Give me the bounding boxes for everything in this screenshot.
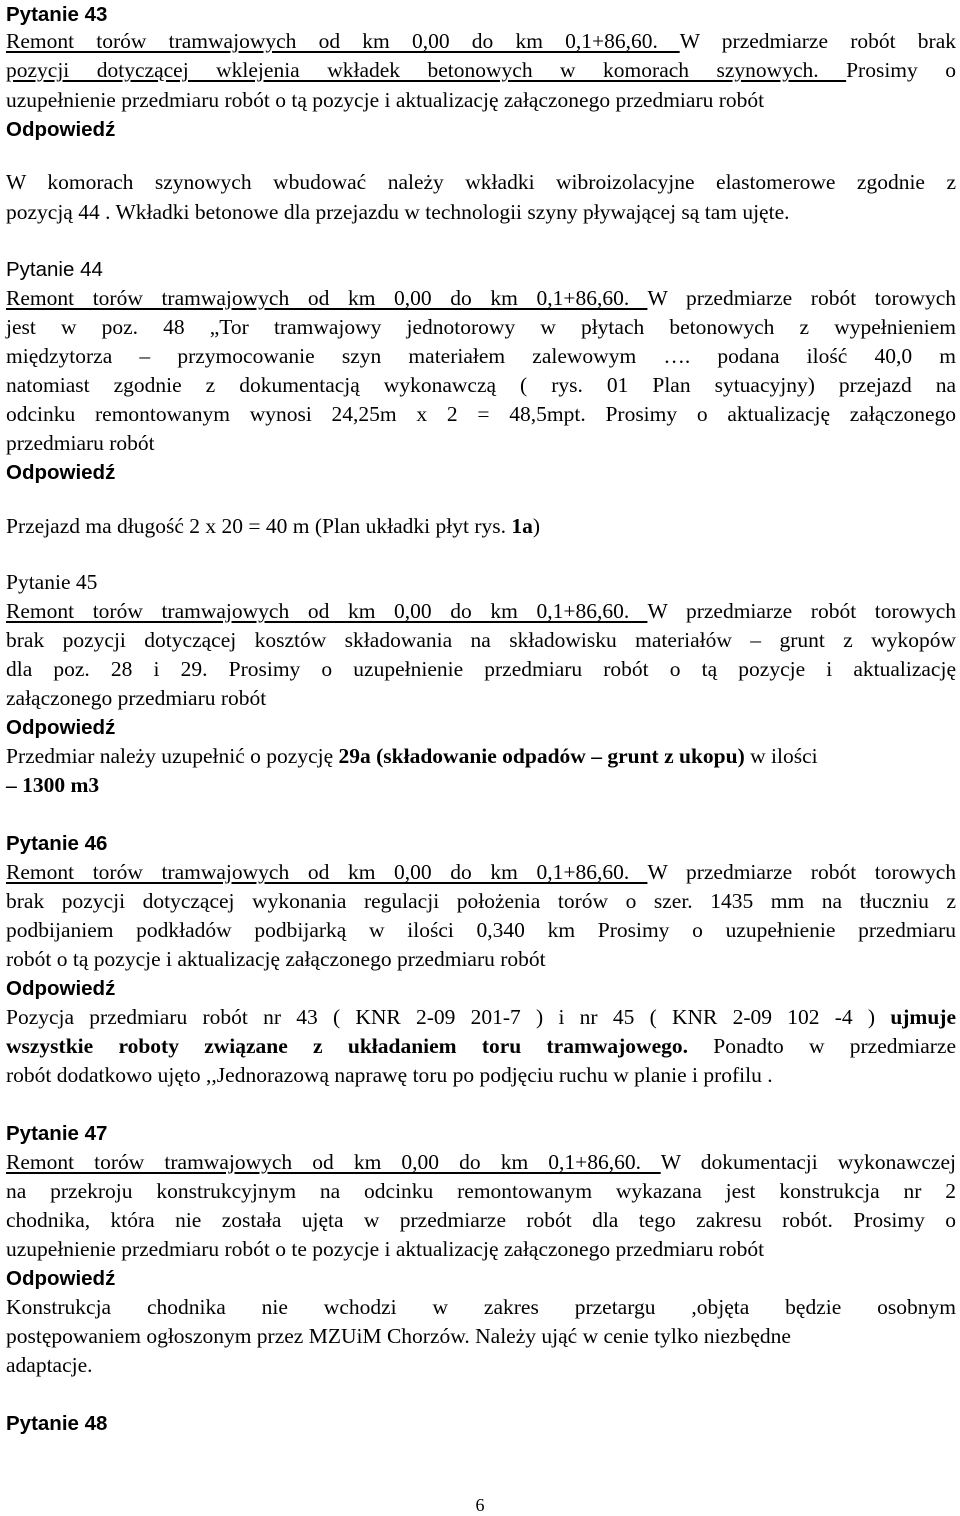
question-44-line-2: jest w poz. 48 „Tor tramwajowy jednotorowy w płytach betonowych z wypełnieniem [6,315,956,339]
question-47-title: Pytanie 47 [6,1122,108,1145]
question-46-line-1: Remont torów tramwajowych od km 0,00 do km 0,1+86,60. W przedmiarze robót torowych [6,860,956,884]
question-43-subject: Remont torów tramwajowych od km 0,00 do km 0,1+86,60. [6,29,680,53]
question-45-line-3: dla poz. 28 i 29. Prosimy o uzupełnienie przedmiaru robót o tą pozycje i aktualizację [6,657,956,681]
question-45-line-2: brak pozycji dotyczącej kosztów składowania na składowisku materiałów – grunt z wykopów [6,628,956,652]
question-44-line-1: Remont torów tramwajowych od km 0,00 do km 0,1+86,60. W przedmiarze robót torowych [6,286,956,310]
question-43-line-2: pozycji dotyczącej wklejenia wkładek betonowych w komorach szynowych. Prosimy o [6,58,956,82]
question-44-line-4: natomiast zgodnie z dokumentacją wykonawczą ( rys. 01 Plan sytuacyjny) przejazd na [6,373,956,397]
question-44-line-5: odcinku remontowanym wynosi 24,25m x 2 = 48,5mpt. Prosimy o aktualizację załączonego [6,402,956,426]
question-43-title: Pytanie 43 [6,3,108,26]
question-45-line-1: Remont torów tramwajowych od km 0,00 do km 0,1+86,60. W przedmiarze robót torowych [6,599,956,623]
answer-46-line-3: robót dodatkowo ujęto ,,Jednorazową naprawę toru po podjęciu ruchu w planie i profilu . [6,1063,773,1087]
question-46-line-4: robót o tą pozycje i aktualizację załączonego przedmiaru robót [6,947,546,971]
answer-46-label: Odpowiedź [6,977,116,1000]
question-46-line-3: podbijaniem podkładów podbijarką w ilości 0,340 km Prosimy o uzupełnienie przedmiaru [6,918,956,942]
answer-45-label: Odpowiedź [6,716,116,739]
answer-46-line-2: wszystkie roboty związane z układaniem toru tramwajowego. Ponadto w przedmiarze [6,1034,956,1058]
answer-46-line-1: Pozycja przedmiaru robót nr 43 ( KNR 2-09 201-7 ) i nr 45 ( KNR 2-09 102 -4 ) ujmuje [6,1005,956,1029]
question-45-line-4: załączonego przedmiaru robót [6,686,267,710]
question-46-title: Pytanie 46 [6,832,108,855]
page-number: 6 [475,1495,485,1515]
answer-43-label: Odpowiedź [6,118,116,141]
question-43-line-1: Remont torów tramwajowych od km 0,00 do km 0,1+86,60. W przedmiarze robót brak [6,29,956,53]
answer-47-line-3: adaptacje. [6,1353,93,1377]
question-43-line-3: uzupełnienie przedmiaru robót o tą pozycje i aktualizację załączonego przedmiaru robót [6,88,765,112]
question-47-line-1: Remont torów tramwajowych od km 0,00 do km 0,1+86,60. W dokumentacji wykonawczej [6,1150,956,1174]
question-47-line-2: na przekroju konstrukcyjnym na odcinku remontowanym wykazana jest konstrukcja nr 2 [6,1179,956,1203]
question-44-line-3: międzytorza – przymocowanie szyn materiałem zalewowym …. podana ilość 40,0 m [6,344,956,368]
answer-45-line-1: Przedmiar należy uzupełnić o pozycję 29a (składowanie odpadów – grunt z ukopu) w ilości [6,744,818,768]
answer-47-line-2: postępowaniem ogłoszonym przez MZUiM Chorzów. Należy ująć w cenie tylko niezbędne [6,1324,791,1348]
question-47-line-3: chodnika, która nie została ujęta w przedmiarze robót dla tego zakresu robót. Prosimy o [6,1208,956,1232]
answer-44-line-1: Przejazd ma długość 2 x 20 = 40 m (Plan układki płyt rys. 1a) [6,514,541,538]
answer-45-line-2: – 1300 m3 [6,773,100,797]
question-46-line-2: brak pozycji dotyczącej wykonania regulacji położenia torów o szer. 1435 mm na tłuczniu z [6,889,956,913]
question-48-title: Pytanie 48 [6,1412,108,1435]
question-44-line-6: przedmiaru robót [6,431,155,455]
answer-43-line-1: W komorach szynowych wbudować należy wkładki wibroizolacyjne elastomerowe zgodnie z [6,170,956,194]
question-45-title: Pytanie 45 [6,570,98,594]
question-44-title: Pytanie 44 [6,258,103,281]
answer-43-line-2: pozycją 44 . Wkładki betonowe dla przejazdu w technologii szyny pływającej są tam ujęte. [6,200,790,224]
answer-47-label: Odpowiedź [6,1267,116,1290]
answer-47-line-1: Konstrukcja chodnika nie wchodzi w zakres przetargu ,objęta będzie osobnym [6,1295,956,1319]
answer-44-label: Odpowiedź [6,461,116,484]
question-47-line-4: uzupełnienie przedmiaru robót o te pozycje i aktualizację załączonego przedmiaru robót [6,1237,765,1261]
